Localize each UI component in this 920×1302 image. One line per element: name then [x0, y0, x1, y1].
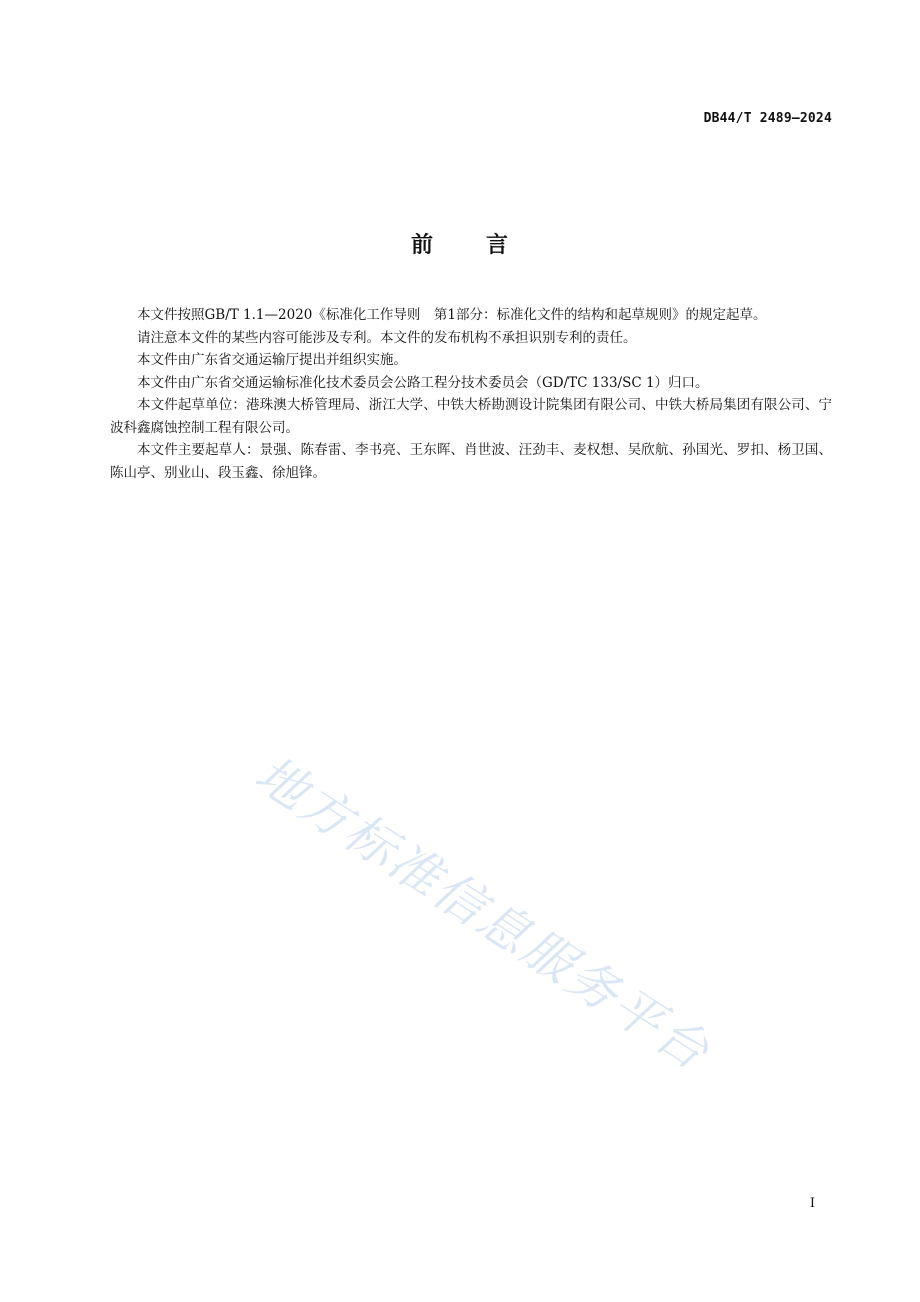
watermark-text: 地方标准信息服务平台: [244, 744, 721, 1083]
paragraph-proposer: 本文件由广东省交通运输厅提出并组织实施。: [137, 352, 407, 368]
page-title-part-1: 前: [410, 233, 434, 258]
paragraph-drafting-basis: 本文件按照GB/T 1.1—2020《标准化工作导则 第1部分：标准化文件的结构和起草规则》的规定起草。: [137, 307, 767, 323]
foreword-body: [110, 304, 832, 484]
paragraph-drafters: 本文件主要起草人：景强、陈春雷、李书亮、王东晖、肖世波、汪劲丰、麦权想、吴欣航、孙国光、罗扣、杨卫国、陈山亭、别业山、段玉鑫、徐旭锋。: [110, 442, 832, 481]
standard-number-header: DB44/T 2489—2024: [703, 111, 832, 126]
page-number: I: [809, 1196, 815, 1211]
page-title-part-2: 言: [486, 233, 510, 258]
paragraph-patent-notice: 请注意本文件的某些内容可能涉及专利。本文件的发布机构不承担识别专利的责任。: [137, 329, 637, 346]
paragraph-committee: 本文件由广东省交通运输标准化技术委员会公路工程分技术委员会（GD/TC 133/SC 1）归口。: [137, 374, 709, 391]
page-title: [0, 228, 920, 259]
paragraph-drafting-units: 本文件起草单位：港珠澳大桥管理局、浙江大学、中铁大桥勘测设计院集团有限公司、中铁大桥局集团有限公司、宁波科鑫腐蚀控制工程有限公司。: [110, 397, 832, 436]
